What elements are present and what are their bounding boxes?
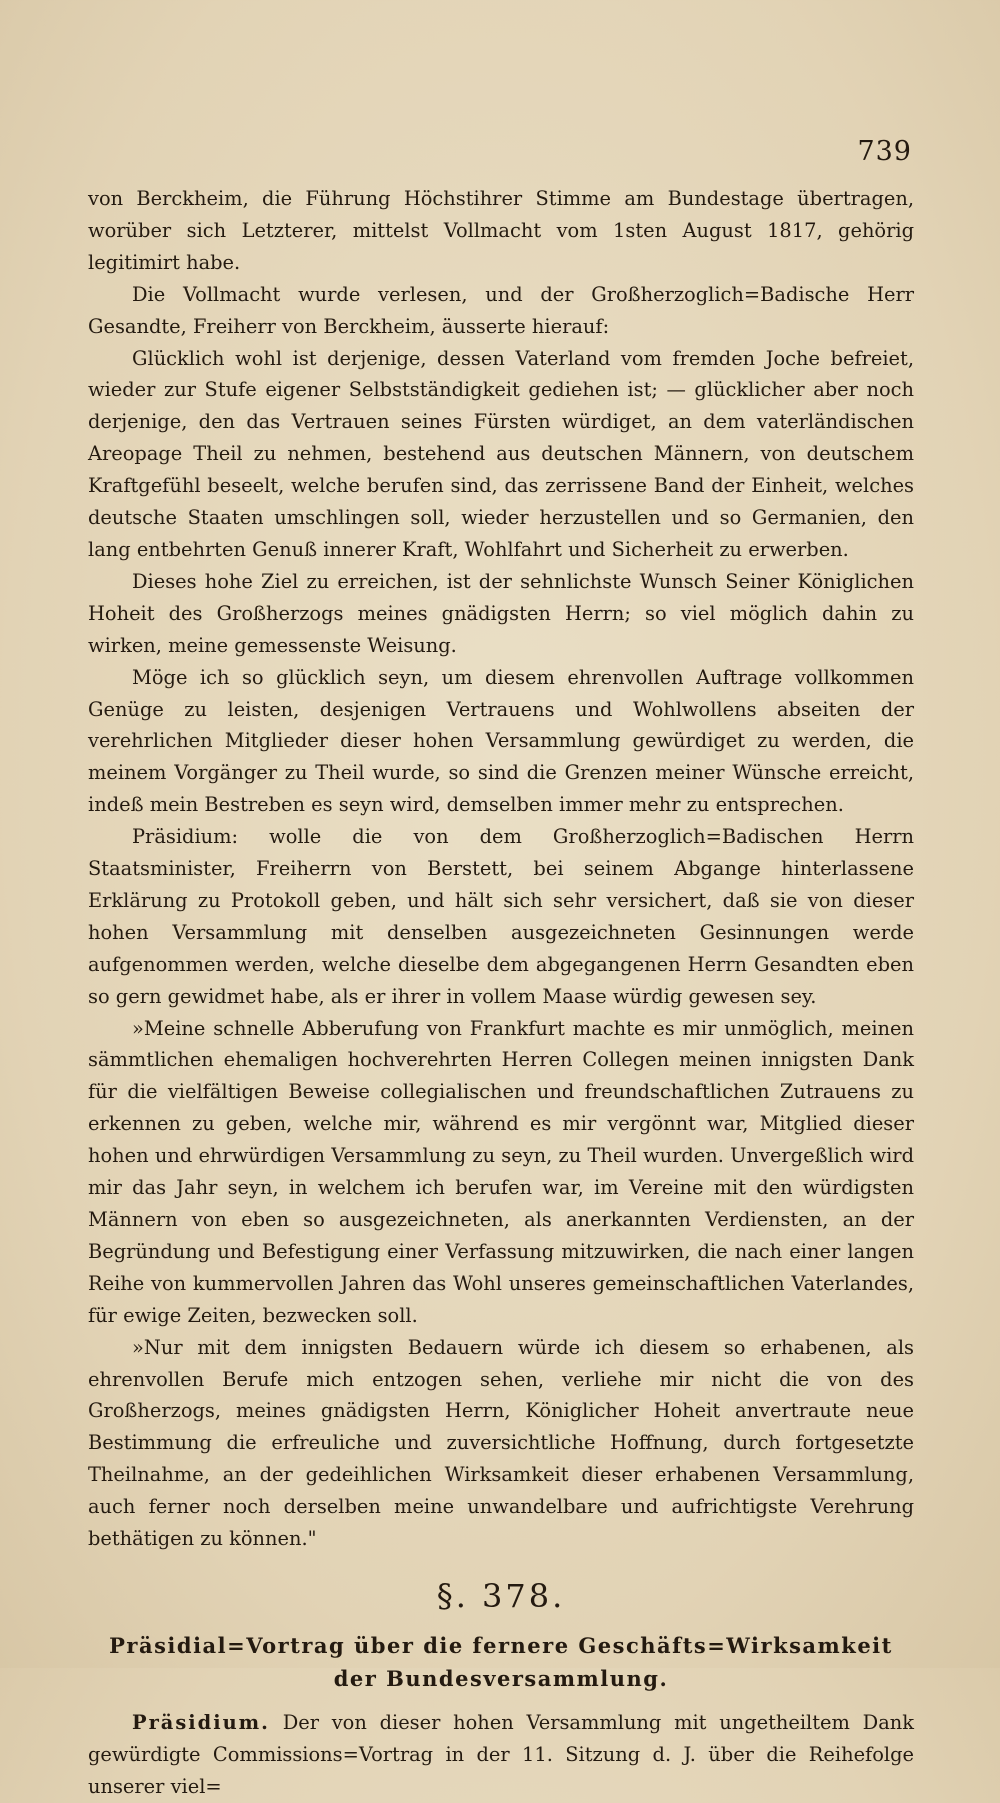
section-number: §. 378. — [436, 1576, 566, 1615]
paragraph-ziel: Dieses hohe Ziel zu erreichen, ist der sehnlichste Wunsch Seiner Königlichen Hoheit des Großherzogs meines gnädigsten Herrn; so viel möglich dahin zu wirken, meine gemessenste Weisung. — [88, 569, 914, 657]
section-text: Der von dieser hohen Versammlung mit ungetheiltem Dank gewürdigte Commissions=Vortrag in der 11. Sitzung d. J. über die Reihefolge unserer viel= — [88, 1710, 914, 1798]
paragraph-gluecklich: Glücklich wohl ist derjenige, dessen Vaterland vom fremden Joche befreiet, wieder zur Stufe eigener Selbstständigkeit gediehen ist; — glücklicher aber noch derjenige, den das Vertrauen seines Fürsten würdiget, an dem vaterländischen Areopage Theil zu nehmen, bestehend aus deutschen Männern, von deutschem Kraftgefühl beseelt, welche berufen sind, das zerrissene Band der Einheit, welches deutsche Staaten umschlingen soll, wieder herzustellen und so Germanien, den lang entbehrten Genuß innerer Kraft, Wohlfahrt und Sicherheit zu erwerben. — [88, 346, 914, 561]
page-number: 739 — [857, 136, 912, 167]
paragraph-bedauern: »Nur mit dem innigsten Bedauern würde ich diesem so erhabenen, als ehrenvollen Berufe mich entzogen sehen, verliehe mir nicht die von des Großherzogs, meines gnädigsten Herrn, Königlicher Hoheit anvertraute neue Bestimmung die erfreuliche und zuversichtliche Hoffnung, durch fortgesetzte Theilnahme, an der gedeihlichen Wirksamkeit dieser erhabenen Versammlung, auch ferner noch derselben meine unwandelbare und aufrichtigste Verehrung bethätigen zu können." — [88, 1335, 914, 1551]
paragraph-vollmacht: Die Vollmacht wurde verlesen, und der Großherzoglich=Badische Herr Gesandte, Freiherr von Berckheim, äusserte hierauf: — [88, 282, 914, 338]
paragraph-abberufung: »Meine schnelle Abberufung von Frankfurt machte es mir unmöglich, meinen sämmtlichen ehemaligen hochverehrten Herren Collegen meinen innigsten Dank für die vielfältigen Beweise collegialischen und freundschaftlichen Zutrauens zu erkennen zu geben, welche mir, während es mir vergönnt war, Mitglied dieser hohen und ehrwürdigen Versammlung zu seyn, zu Theil wurden. Unvergeßlich wird mir das Jahr seyn, in welchem ich berufen war, im Vereine mit den würdigsten Männern von eben so ausgezeichneten, als anerkannten Verdiensten, an der Begründung und Befestigung einer Verfassung mitzuwirken, die nach einer langen Reihe von kummervollen Jahren das Wohl unseres gemeinschaftlichen Vaterlandes, für ewige Zeiten, bezwecken soll. — [88, 1016, 914, 1327]
paragraph-moege: Möge ich so glücklich seyn, um diesem ehrenvollen Auftrage vollkommen Genüge zu leisten, desjenigen Vertrauens und Wohlwollens abseiten der verehrlichen Mitglieder dieser hohen Versammlung gewürdiget zu werden, die meinem Vorgänger zu Theil wurde, so sind die Grenzen meiner Wünsche erreicht, indeß mein Bestreben es seyn wird, demselben immer mehr zu entsprechen. — [88, 665, 914, 817]
body-text — [88, 183, 914, 1555]
section-paragraph — [88, 1707, 914, 1803]
section-lead: Präsidium. — [132, 1710, 270, 1734]
paragraph-continuation: von Berckheim, die Führung Höchstihrer Stimme am Bundestage übertragen, worüber sich Letzterer, mittelst Vollmacht vom 1sten August 1817, gehörig legitimirt habe. — [88, 187, 914, 274]
paragraph-praesidium: Präsidium: wolle die von dem Großherzoglich=Badischen Herrn Staatsminister, Freiherrn von Berstett, bei seinem Abgange hinterlassene Erklärung zu Protokoll geben, und hält sich sehr versichert, daß sie von dieser hohen Versammlung mit denselben ausgezeichneten Gesinnungen werde aufgenommen werden, welche dieselbe dem abgegangenen Herrn Gesandten eben so gern gewidmet habe, als er ihrer in vollem Maase würdig gewesen sey. — [88, 825, 914, 1008]
section-title: Präsidial=Vortrag über die fernere Geschäfts=Wirksamkeit der Bundesversammlung. — [109, 1632, 893, 1691]
